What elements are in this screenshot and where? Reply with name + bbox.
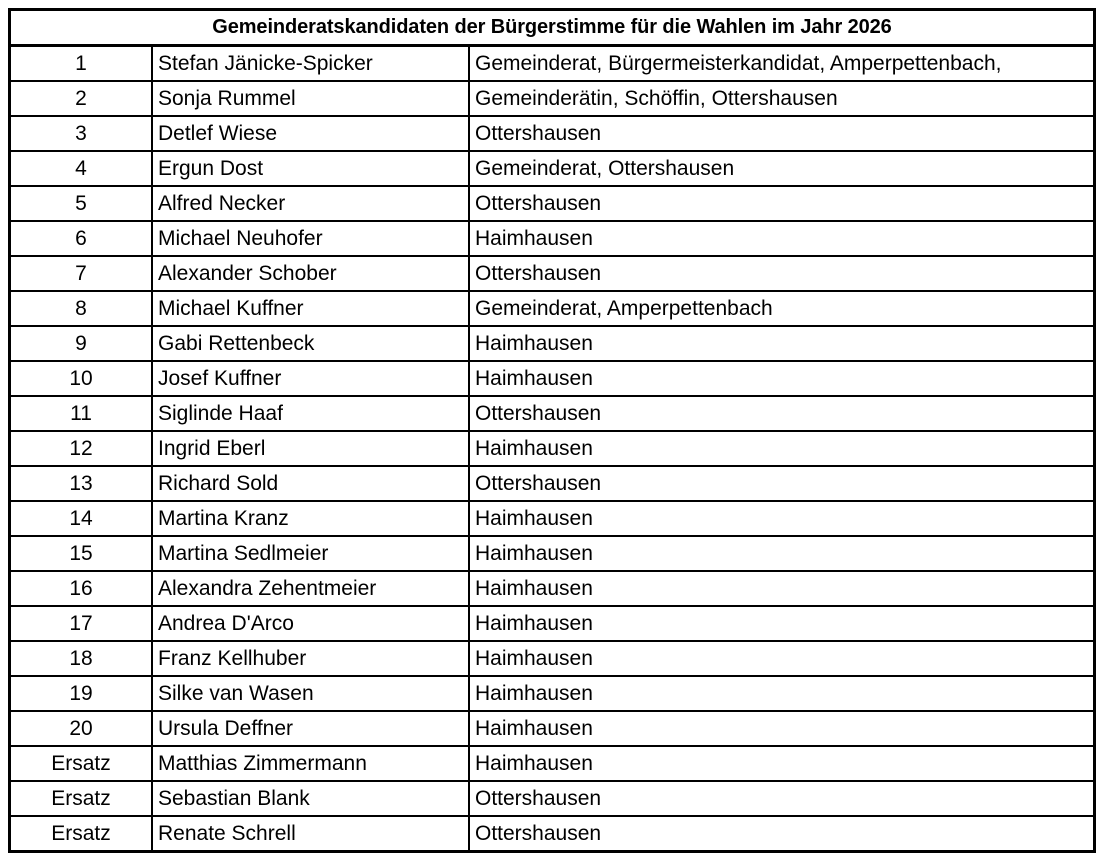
- candidate-info-cell: Haimhausen: [469, 536, 1093, 571]
- candidate-info-cell: Haimhausen: [469, 606, 1093, 641]
- candidate-info-cell: Gemeinderätin, Schöffin, Ottershausen: [469, 81, 1093, 116]
- table-title: Gemeinderatskandidaten der Bürgerstimme für die Wahlen im Jahr 2026: [11, 11, 1093, 46]
- candidate-name-cell: Alexander Schober: [152, 256, 469, 291]
- rank-cell: 11: [11, 396, 152, 431]
- candidate-name-cell: Franz Kellhuber: [152, 641, 469, 676]
- candidate-name-cell: Ingrid Eberl: [152, 431, 469, 466]
- candidate-info-cell: Haimhausen: [469, 746, 1093, 781]
- candidate-name-cell: Gabi Rettenbeck: [152, 326, 469, 361]
- candidate-name-cell: Renate Schrell: [152, 816, 469, 850]
- table-row: [11, 151, 1093, 186]
- candidate-info-cell: Ottershausen: [469, 781, 1093, 816]
- table-row: [11, 361, 1093, 396]
- candidate-info-cell: Ottershausen: [469, 116, 1093, 151]
- candidate-info-cell: Gemeinderat, Bürgermeisterkandidat, Amperpettenbach,: [475, 51, 1002, 75]
- rank-cell: 20: [11, 711, 152, 746]
- candidate-info-cell: Ottershausen: [469, 186, 1093, 221]
- table-row: [11, 641, 1093, 676]
- rank-cell: 16: [11, 571, 152, 606]
- candidate-info-cell: Haimhausen: [469, 221, 1093, 256]
- candidate-name-cell: Martina Sedlmeier: [152, 536, 469, 571]
- candidate-name-cell: Sonja Rummel: [152, 81, 469, 116]
- rank-cell: 10: [11, 361, 152, 396]
- candidate-info-cell: Haimhausen: [469, 571, 1093, 606]
- candidate-name-cell: Ergun Dost: [152, 151, 469, 186]
- rank-cell: 3: [11, 116, 152, 151]
- rank-cell: 18: [11, 641, 152, 676]
- candidate-rows: [11, 46, 1093, 851]
- candidate-name-cell: Siglinde Haaf: [152, 396, 469, 431]
- candidate-name-cell: Martina Kranz: [152, 501, 469, 536]
- table-row: [11, 116, 1093, 151]
- candidate-name-cell: Richard Sold: [152, 466, 469, 501]
- table-row: [11, 256, 1093, 291]
- rank-cell: 15: [11, 536, 152, 571]
- candidate-name-cell: Silke van Wasen: [152, 676, 469, 711]
- table-row: [11, 291, 1093, 326]
- candidate-name-cell: Ursula Deffner: [152, 711, 469, 746]
- candidate-name-cell: Sebastian Blank: [152, 781, 469, 816]
- rank-cell: Ersatz: [11, 816, 152, 850]
- table-row: [11, 606, 1093, 641]
- candidate-table: [11, 11, 1093, 850]
- table-row: [11, 501, 1093, 536]
- candidate-info-cell: Haimhausen: [469, 676, 1093, 711]
- candidate-info-cell: Haimhausen: [469, 501, 1093, 536]
- table-row: [11, 711, 1093, 746]
- table-row: [11, 396, 1093, 431]
- candidate-info-cell: Haimhausen: [469, 641, 1093, 676]
- candidate-table-container: [8, 8, 1096, 853]
- table-row: [11, 746, 1093, 781]
- rank-cell: 17: [11, 606, 152, 641]
- rank-cell: 13: [11, 466, 152, 501]
- table-row: [11, 466, 1093, 501]
- table-row: [11, 781, 1093, 816]
- rank-cell: 5: [11, 186, 152, 221]
- table-row: [11, 46, 1093, 82]
- candidate-name-cell: Detlef Wiese: [152, 116, 469, 151]
- candidate-info-cell: Ottershausen: [469, 466, 1093, 501]
- candidate-info-cell: Haimhausen: [469, 711, 1093, 746]
- rank-cell: 19: [11, 676, 152, 711]
- candidate-name-cell: Josef Kuffner: [152, 361, 469, 396]
- candidate-info-cell: Gemeinderat, Ottershausen: [469, 151, 1093, 186]
- table-row: [11, 536, 1093, 571]
- rank-cell: 1: [11, 46, 152, 82]
- rank-cell: 7: [11, 256, 152, 291]
- candidate-name-cell: Stefan Jänicke-Spicker: [152, 46, 469, 82]
- rank-cell: 4: [11, 151, 152, 186]
- table-row: [11, 431, 1093, 466]
- rank-cell: Ersatz: [11, 746, 152, 781]
- table-row: [11, 186, 1093, 221]
- rank-cell: Ersatz: [11, 781, 152, 816]
- title-row: [11, 11, 1093, 46]
- rank-cell: 2: [11, 81, 152, 116]
- table-row: [11, 81, 1093, 116]
- candidate-name-cell: Alfred Necker: [152, 186, 469, 221]
- candidate-name-cell: Andrea D'Arco: [152, 606, 469, 641]
- table-row: [11, 571, 1093, 606]
- rank-cell: 6: [11, 221, 152, 256]
- table-row: [11, 326, 1093, 361]
- table-row: [11, 676, 1093, 711]
- table-row: [11, 221, 1093, 256]
- candidate-name-cell: Michael Neuhofer: [152, 221, 469, 256]
- candidate-info-cell: Ottershausen: [469, 816, 1093, 850]
- rank-cell: 12: [11, 431, 152, 466]
- candidate-name-cell: Matthias Zimmermann: [152, 746, 469, 781]
- table-row: [11, 816, 1093, 850]
- candidate-info-cell: Haimhausen: [469, 326, 1093, 361]
- candidate-info-cell: Ottershausen: [469, 256, 1093, 291]
- candidate-info-cell: Haimhausen: [469, 431, 1093, 466]
- candidate-name-cell: Michael Kuffner: [152, 291, 469, 326]
- rank-cell: 8: [11, 291, 152, 326]
- candidate-info-cell: Haimhausen: [469, 361, 1093, 396]
- rank-cell: 14: [11, 501, 152, 536]
- rank-cell: 9: [11, 326, 152, 361]
- candidate-name-cell: Alexandra Zehentmeier: [152, 571, 469, 606]
- candidate-info-cell: Ottershausen: [469, 396, 1093, 431]
- candidate-info-cell: Gemeinderat, Amperpettenbach: [469, 291, 1093, 326]
